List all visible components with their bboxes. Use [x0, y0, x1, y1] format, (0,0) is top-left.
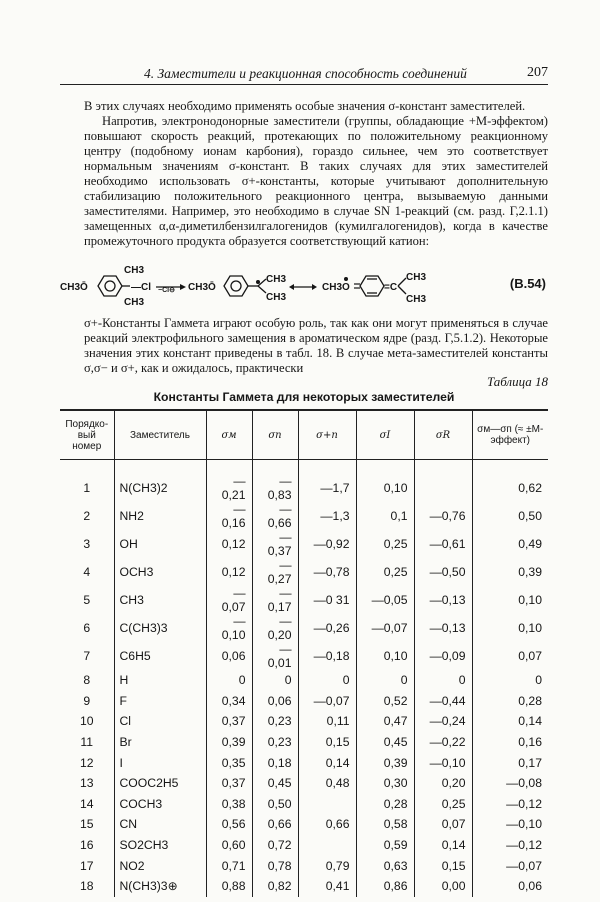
constant-cell: —0,10	[472, 814, 548, 835]
constant-cell: 0,12	[206, 530, 252, 558]
constant-cell: —0,12	[472, 835, 548, 856]
paragraph-3: σ+-Константы Гаммета играют особую роль, так как они могут применяться в случае реакций электрофильного замещения в ароматическом ядре (разд. Г,5.1.2). Некоторые значения этих констант приведены в табл. 18. В случае мета-заместителей константы σ,σ− и σ+, как и ожидалось, практически	[84, 316, 548, 375]
constant-cell: —0,20	[252, 614, 298, 642]
constant-cell: —0,10	[414, 752, 472, 773]
oxonium-dot	[344, 277, 348, 281]
constant-cell: 0,45	[252, 773, 298, 794]
constant-cell: 0,25	[356, 558, 414, 586]
table-row	[60, 732, 548, 753]
paragraph-1: В этих случаях необходимо применять особые значения σ-констант заместителей.	[84, 99, 526, 113]
table-row	[60, 855, 548, 876]
constant-cell: 0,39	[206, 732, 252, 753]
constant-cell: 0	[472, 670, 548, 691]
substituent-cell: C(CH3)3	[114, 614, 206, 642]
reaction-arrow-head	[180, 284, 186, 290]
constant-cell: 0,50	[252, 794, 298, 815]
substituent-cell: OCH3	[114, 558, 206, 586]
methyl-top-left: CH3	[124, 265, 145, 276]
constant-cell: —1,3	[298, 502, 356, 530]
constant-cell: —0,12	[472, 794, 548, 815]
constant-cell: 0,25	[414, 794, 472, 815]
row-number-cell: 5	[83, 593, 91, 607]
constant-cell: 0,63	[356, 855, 414, 876]
table-row	[60, 711, 548, 732]
substituent-cell: COOC2H5	[114, 773, 206, 794]
constant-cell: —0,05	[356, 586, 414, 614]
constant-cell: 0,11	[298, 711, 356, 732]
constant-cell: 0,07	[472, 642, 548, 670]
bond-line	[398, 286, 406, 294]
substituent-cell: SO2CH3	[114, 835, 206, 856]
constant-cell: 0,66	[298, 814, 356, 835]
constant-cell: 0	[298, 670, 356, 691]
constant-cell: 0,18	[252, 752, 298, 773]
carbocation-dot	[256, 280, 260, 284]
methyl-bottom-left: CH3	[124, 297, 145, 308]
row-number-cell: 13	[79, 776, 94, 791]
constant-cell: 0,34	[206, 691, 252, 712]
constant-cell: —0,27	[252, 558, 298, 586]
constant-cell: 0,47	[356, 711, 414, 732]
column-header: Заместитель	[114, 410, 206, 460]
substituent-cell: N(CH3)2	[114, 460, 206, 503]
constant-cell: 0,35	[206, 752, 252, 773]
constant-cell: 0,12	[206, 558, 252, 586]
constant-cell: —0,22	[414, 732, 472, 753]
constant-cell: 0,07	[414, 814, 472, 835]
constant-cell: 0,50	[472, 502, 548, 530]
constant-cell: 0	[414, 670, 472, 691]
table-row	[60, 794, 548, 815]
row-number-cell: 12	[79, 755, 94, 770]
column-header: σR	[414, 410, 472, 460]
substituent-cell: CH3	[114, 586, 206, 614]
quinoid-carbon: =C	[384, 282, 398, 293]
constant-cell: —0,92	[298, 530, 356, 558]
constant-cell: —0,07	[356, 614, 414, 642]
resonance-arrow-right-head	[312, 284, 317, 290]
table-row	[60, 670, 548, 691]
row-number-cell: 8	[83, 673, 91, 688]
table-row	[60, 460, 548, 503]
substituent-cell: F	[114, 691, 206, 712]
constant-cell: 0,48	[298, 773, 356, 794]
methyl-top-right: CH3	[406, 272, 427, 283]
constant-cell: —0,10	[206, 614, 252, 642]
page-header	[60, 62, 548, 85]
methyl-bottom-right: CH3	[406, 294, 427, 305]
constant-cell: —0,44	[414, 691, 472, 712]
table-row	[60, 752, 548, 773]
substituent-cell: H	[114, 670, 206, 691]
constant-cell: 0,52	[356, 691, 414, 712]
column-header: σ+п	[298, 410, 356, 460]
benzene-ring-middle	[224, 276, 248, 296]
row-number-cell: 1	[83, 481, 91, 495]
substituent-cell: COCH3	[114, 794, 206, 815]
benzene-ring-left	[98, 276, 122, 296]
constant-cell: —0,01	[252, 642, 298, 670]
row-number-cell: 3	[83, 537, 91, 551]
constant-cell: 0,23	[252, 711, 298, 732]
constant-cell: 0,28	[356, 794, 414, 815]
row-number-cell: 9	[83, 693, 91, 708]
paragraph-2: Напротив, электронодонорные заместители (группы, обладающие +M-эффектом) повышают скорость реакций, протекающих по положительному реакционному центру (подобному ионам карбония), гораздо сильнее, чем это соответствует нормальным значениям σ-констант. В таких случаях для этих заместителей необходимо использовать σ+-константы, которые учитывают дополнительную стабилизацию положительного реакционного центра, вызываемую данными заместителями. Например, это необходимо в случае SN 1-реакций (см. разд. Г,2.1.1) замещенных α,α-диметилбензилгалогенидов (кумилгалогенидов), когда в качестве промежуточного продукта образуется соответствующий катион:	[84, 114, 548, 248]
resonance-arrow-left-head	[289, 284, 294, 290]
table-body	[60, 460, 548, 897]
constant-cell: 0,38	[206, 794, 252, 815]
constant-cell: —0,16	[206, 502, 252, 530]
middle-methoxy: CH3Ō	[188, 282, 216, 293]
row-number-cell: 16	[79, 838, 94, 853]
constant-cell: 0,28	[472, 691, 548, 712]
table-row	[60, 502, 548, 530]
row-number-cell: 4	[83, 565, 91, 579]
table-row	[60, 642, 548, 670]
row-number-cell: 2	[83, 509, 91, 523]
constant-cell: 0,16	[472, 732, 548, 753]
table-row	[60, 814, 548, 835]
substituent-cell: Br	[114, 732, 206, 753]
constant-cell: —0,07	[206, 586, 252, 614]
constant-cell: 0,58	[356, 814, 414, 835]
column-header: σп	[252, 410, 298, 460]
chloro-substituent: —Cl	[131, 282, 151, 293]
table-row	[60, 773, 548, 794]
bond-line	[258, 286, 266, 293]
substituent-cell: N(CH3)3⊕	[114, 876, 206, 897]
table-row	[60, 835, 548, 856]
left-methoxy: CH3Ō	[60, 282, 88, 293]
table-row	[60, 586, 548, 614]
row-number-cell: 18	[79, 879, 94, 894]
constant-cell: —1,7	[298, 460, 356, 503]
substituent-cell: NO2	[114, 855, 206, 876]
constant-cell: 0,15	[414, 855, 472, 876]
table-title: Константы Гаммета для некоторых заместителей	[153, 390, 455, 404]
right-methoxy: CH3O	[322, 282, 350, 293]
column-header: σм	[206, 410, 252, 460]
constant-cell: —0,07	[298, 691, 356, 712]
constant-cell: 0,59	[356, 835, 414, 856]
constant-cell: 0,30	[356, 773, 414, 794]
constant-cell: —0,13	[414, 586, 472, 614]
table-row	[60, 691, 548, 712]
constant-cell: —0,24	[414, 711, 472, 732]
constant-cell: 0,25	[356, 530, 414, 558]
bond-line	[398, 278, 406, 286]
constant-cell: —0,66	[252, 502, 298, 530]
row-number-cell: 6	[83, 621, 91, 635]
row-number-cell: 14	[79, 796, 94, 811]
constant-cell: 0,10	[356, 460, 414, 503]
substituent-cell: C6H5	[114, 642, 206, 670]
constant-cell: —0,17	[252, 586, 298, 614]
constant-cell: 0	[206, 670, 252, 691]
constant-cell: 0,17	[472, 752, 548, 773]
constant-cell	[298, 835, 356, 856]
constant-cell: 0,00	[414, 876, 472, 897]
substituent-cell: CN	[114, 814, 206, 835]
constant-cell: 0,82	[252, 876, 298, 897]
constant-cell: 0,45	[356, 732, 414, 753]
constant-cell: —0,18	[298, 642, 356, 670]
constant-cell: 0,37	[206, 711, 252, 732]
body-text-top	[84, 99, 548, 249]
table-header-row	[60, 410, 548, 460]
row-number-cell: 15	[79, 817, 94, 832]
constant-cell: 0,49	[472, 530, 548, 558]
constant-cell: 0,14	[414, 835, 472, 856]
constant-cell: 0,06	[206, 642, 252, 670]
page-number: 207	[527, 65, 548, 80]
reaction-scheme-drawing	[60, 262, 548, 310]
constant-cell	[298, 794, 356, 815]
constant-cell: —0,61	[414, 530, 472, 558]
constant-cell: 0,15	[298, 732, 356, 753]
constant-cell: 0,88	[206, 876, 252, 897]
constant-cell: 0,20	[414, 773, 472, 794]
constant-cell: —0,08	[472, 773, 548, 794]
substituent-cell: OH	[114, 530, 206, 558]
column-header: Порядко-вый номер	[60, 410, 114, 460]
table-row	[60, 530, 548, 558]
constant-cell: 0,79	[298, 855, 356, 876]
constant-cell: —0,37	[252, 530, 298, 558]
constant-cell: 0,06	[472, 876, 548, 897]
constant-cell: —0,50	[414, 558, 472, 586]
constant-cell: 0,71	[206, 855, 252, 876]
constant-cell: —0,76	[414, 502, 472, 530]
constant-cell: —0,26	[298, 614, 356, 642]
constant-cell: 0	[356, 670, 414, 691]
row-number-cell: 11	[80, 735, 94, 750]
constant-cell: 0,72	[252, 835, 298, 856]
reaction-scheme	[60, 262, 548, 310]
constant-cell: 0,60	[206, 835, 252, 856]
row-number-cell: 10	[79, 714, 94, 729]
table-row	[60, 614, 548, 642]
arrow-label: −Cl⊖	[158, 287, 175, 294]
constant-cell: 0,06	[252, 691, 298, 712]
constant-cell: —0 31	[298, 586, 356, 614]
methyl-bottom-middle: CH3	[266, 292, 287, 303]
constant-cell: —0,21	[206, 460, 252, 503]
constant-cell	[414, 460, 472, 503]
column-header: σI	[356, 410, 414, 460]
constant-cell: —0,83	[252, 460, 298, 503]
row-number-cell: 17	[79, 858, 94, 873]
methyl-top-middle: CH3	[266, 274, 287, 285]
constant-cell: 0,10	[472, 614, 548, 642]
constant-cell: 0,56	[206, 814, 252, 835]
constant-cell: 0,41	[298, 876, 356, 897]
constant-cell: 0	[252, 670, 298, 691]
constant-cell: 0,1	[356, 502, 414, 530]
substituent-cell: Cl	[114, 711, 206, 732]
constant-cell: 0,14	[298, 752, 356, 773]
table-row	[60, 558, 548, 586]
running-head: 4. Заместители и реакционная способность соединений	[144, 66, 467, 81]
constant-cell: 0,86	[356, 876, 414, 897]
constant-cell: 0,10	[472, 586, 548, 614]
table-row	[60, 876, 548, 897]
column-header: σм—σп (≈ ±M-эффект)	[472, 410, 548, 460]
constant-cell: —0,13	[414, 614, 472, 642]
table-label: Таблица 18	[486, 374, 548, 389]
constant-cell: 0,37	[206, 773, 252, 794]
equation-label: (B.54)	[509, 276, 546, 291]
quinoid-ring	[360, 276, 384, 296]
hammett-constants-table	[60, 409, 548, 897]
constant-cell: 0,39	[472, 558, 548, 586]
substituent-cell: NH2	[114, 502, 206, 530]
constant-cell: —0,07	[472, 855, 548, 876]
constant-cell: —0,09	[414, 642, 472, 670]
substituent-cell: I	[114, 752, 206, 773]
constant-cell: 0,10	[356, 642, 414, 670]
constant-cell: 0,39	[356, 752, 414, 773]
constant-cell: 0,78	[252, 855, 298, 876]
constant-cell: 0,23	[252, 732, 298, 753]
constant-cell: —0,78	[298, 558, 356, 586]
constant-cell: 0,62	[472, 460, 548, 503]
constant-cell: 0,66	[252, 814, 298, 835]
row-number-cell: 7	[83, 649, 91, 663]
constant-cell: 0,14	[472, 711, 548, 732]
body-text-bottom	[84, 316, 548, 376]
